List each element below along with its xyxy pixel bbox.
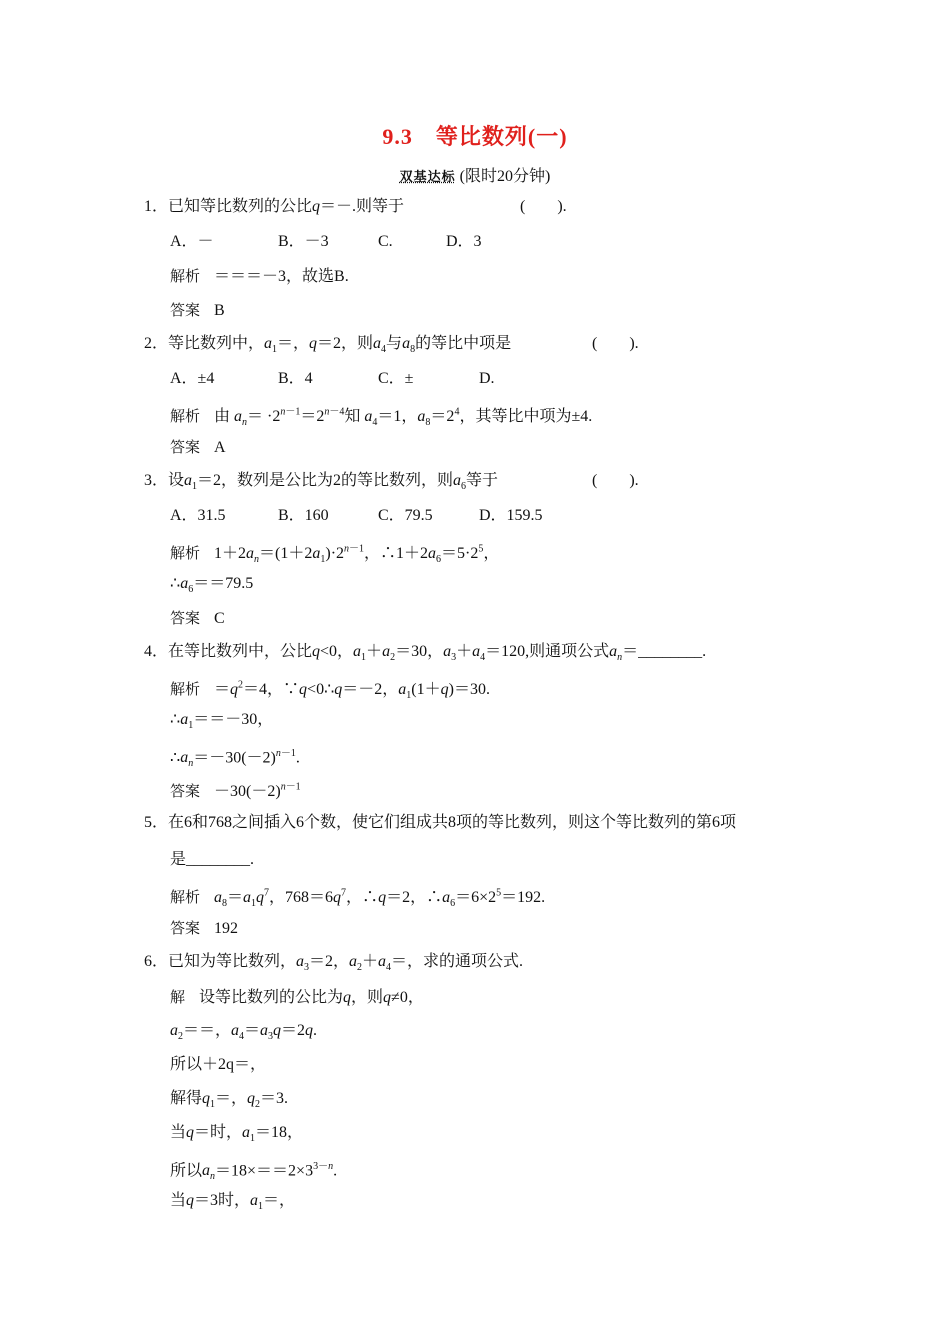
- q2-stem: 2．等比数列中，$a_1=$，q＝2，则$a_4$与$a_8$的等比中项是: [144, 335, 512, 356]
- section-tag: 双基达标: [399, 169, 456, 184]
- q2-paren: ( ).: [592, 335, 639, 352]
- q6-stem: 6．已知为等比数列，$a_3=2$，$a_2+a_4=$，求的通项公式.: [144, 953, 524, 974]
- analysis-label: 解析: [170, 680, 201, 699]
- q5-answer-text: 192: [214, 920, 239, 937]
- q3-option-b: B．160: [278, 507, 329, 524]
- answer-label: 答案: [170, 609, 201, 627]
- q4-analysis-text: $=q^2=4$，∵q<0∴q＝－2，$a_1(1+q)=30$.: [214, 680, 490, 702]
- q3-option-a: A．31.5: [170, 507, 226, 524]
- analysis-label: 解析: [170, 407, 201, 426]
- q2-answer-text: A: [214, 439, 226, 456]
- answer-label: 答案: [170, 919, 201, 937]
- q3-options: [170, 505, 543, 527]
- q2-options: [170, 368, 495, 390]
- q1-paren: ( ).: [520, 198, 567, 215]
- solution-label: 解: [170, 988, 186, 1006]
- analysis-label: 解析: [170, 267, 201, 285]
- q4-analysis: [170, 675, 490, 708]
- q1-answer: [170, 299, 225, 322]
- q2-analysis: [170, 402, 592, 435]
- q5-stem: 5．在6和768之间插入6个数，使它们组成共8项的等比数列，则这个等比数列的第6项: [144, 814, 737, 831]
- section-subtitle: [0, 163, 950, 186]
- time-limit: (限时20分钟): [459, 168, 551, 185]
- q4-answer-text: $-30(-2)^{n-1}$: [214, 782, 301, 801]
- q3-analysis-text: $1+2a_n=(1+2a_1)\cdot 2^{n-1}$，$\therefore 1+2a_6=5\cdot 2^5$，: [214, 544, 500, 566]
- q4-analysis-line2: $\therefore a_1==-30$，: [170, 711, 274, 732]
- q6-solution-text: 设等比数列的公比为q，则q≠0，: [199, 989, 424, 1006]
- q4-analysis-line3: $\therefore a_n=-30(-2)^{n-1}$.: [170, 748, 300, 770]
- q6-solution-line1: [170, 986, 424, 1009]
- q3-stem: 3．设$a_1=2$，数列是公比为2的等比数列，则$a_6$等于: [144, 472, 499, 493]
- q1-analysis: [170, 265, 349, 288]
- q2-option-c: C．±: [378, 370, 414, 387]
- analysis-label: 解析: [170, 888, 201, 907]
- q3-option-c: C．79.5: [378, 507, 433, 524]
- answer-label: 答案: [170, 438, 201, 456]
- q5-analysis: [170, 883, 545, 916]
- q5-stem-cont: 是________.: [170, 851, 255, 868]
- q3-analysis: [170, 539, 499, 572]
- q3-paren: ( ).: [592, 472, 639, 489]
- q2-answer: [170, 436, 226, 459]
- q3-answer: [170, 607, 225, 630]
- q1-option-a: A．－: [170, 233, 214, 250]
- q3-option-d: D．159.5: [479, 507, 543, 524]
- answer-label: 答案: [170, 301, 201, 319]
- q3-answer-text: C: [214, 610, 225, 627]
- q2-option-d: D.: [479, 370, 495, 387]
- q6-solution-line3: 所以＋2q＝，: [170, 1056, 267, 1073]
- q1-option-b: B．－3: [278, 233, 329, 250]
- q1-options: [170, 231, 482, 253]
- q5-answer: [170, 917, 238, 940]
- q6-solution-line2: $a_2==$，$a_4=a_3q=2q$.: [170, 1022, 318, 1043]
- page-title: 9.3 等比数列(一): [382, 124, 568, 149]
- answer-label: 答案: [170, 782, 201, 801]
- q2-option-b: B．4: [278, 370, 313, 387]
- q2-option-a: A．±4: [170, 370, 215, 387]
- q1-stem: 1．已知等比数列的公比q＝－.则等于: [144, 198, 405, 215]
- q6-solution-line4: 解得$q_1=$，$q_2=3$.: [170, 1090, 289, 1111]
- q1-option-c: C.: [378, 233, 393, 250]
- q6-solution-line6: 所以$a_n=18\times==2\times 3^{3-n}$.: [170, 1161, 338, 1183]
- q1-option-d: D．3: [446, 233, 482, 250]
- q3-analysis-line2: $\therefore a_6==79.5$: [170, 575, 254, 596]
- q5-analysis-text: $a_8=a_1q^7$，$768=6q^7$，∴q＝2，$\therefore a_6=6\times 2^5=192$.: [214, 888, 546, 910]
- q4-stem: 4．在等比数列中，公比q<0，$a_1+a_2=30$，$a_3+a_4=120$,则通项公式$a_n=\_\_\_\_\_\_\_\_$.: [144, 643, 707, 664]
- q1-answer-text: B: [214, 302, 225, 319]
- q1-analysis-text: ＝＝＝－3，故选B.: [214, 268, 349, 285]
- q4-answer: [170, 777, 301, 803]
- q6-solution-line7: 当q＝3时，$a_1=$，: [170, 1192, 296, 1213]
- q6-solution-line5: 当q＝时，$a_1=18$，: [170, 1124, 304, 1145]
- analysis-label: 解析: [170, 544, 201, 563]
- q2-analysis-text: 由 $a_n= \cdot 2^{n-1}=2^{n-4}$知 $a_4=1$，$a_8=2^4$，其等比中项为±4.: [214, 407, 593, 429]
